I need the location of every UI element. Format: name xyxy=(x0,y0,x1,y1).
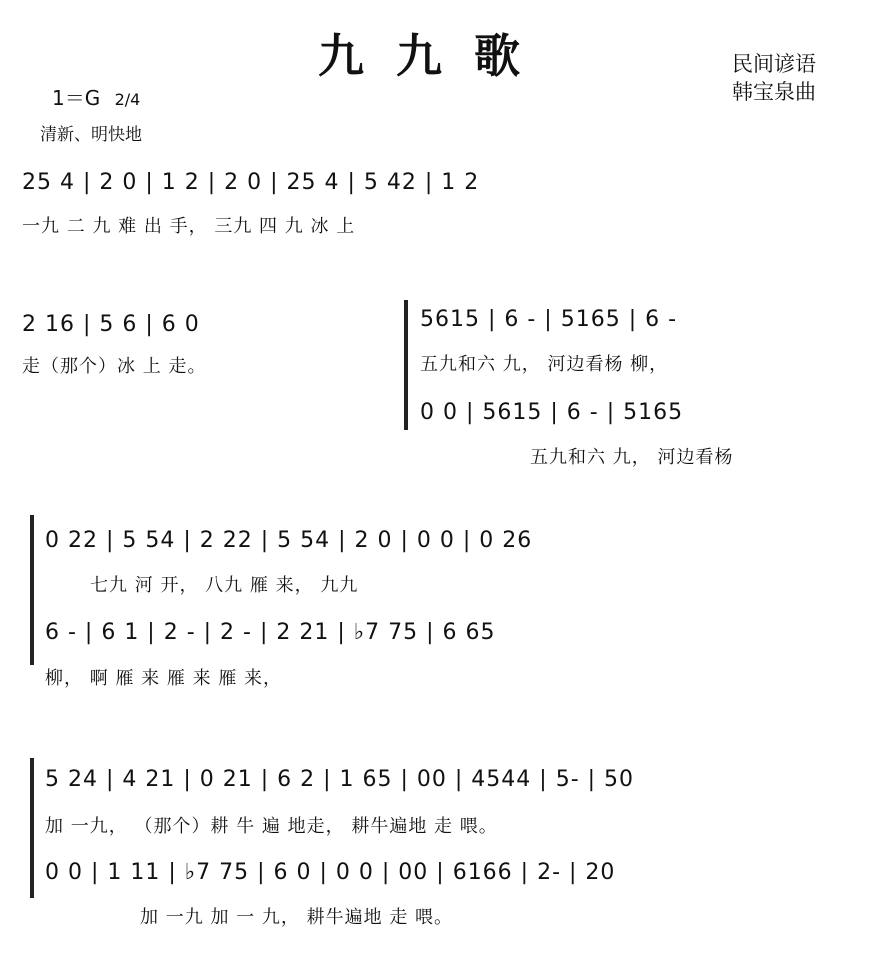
system-bracket xyxy=(404,300,408,430)
system-5-lower-lyrics: 加 一九 加 一 九， 耕牛遍地 走 喂。 xyxy=(140,907,454,928)
system-3-lower-notes: 0 0 | 5615 | 6 - | 5165 xyxy=(420,400,684,425)
key-text: 1＝G xyxy=(52,86,101,110)
time-signature: 2/4 xyxy=(114,90,141,109)
system-bracket xyxy=(30,515,34,665)
lyricist-credit: 民间谚语 xyxy=(732,52,816,76)
system-5-upper-notes: 5 24 | 4 21 | 0 21 | 6 2 | 1 65 | 00 | 4544 | 5- | 50 xyxy=(45,767,635,792)
system-1-notes: 25 4 | 2 0 | 1 2 | 2 0 | 25 4 | 5 42 | 1 2 xyxy=(22,170,480,195)
system-5-lower-notes: 0 0 | 1 11 | ♭7 75 | 6 0 | 0 0 | 00 | 6166 | 2- | 20 xyxy=(45,860,616,885)
key-signature xyxy=(52,82,140,111)
system-2-notes: 2 16 | 5 6 | 6 0 xyxy=(22,312,200,337)
system-3-upper-notes: 5615 | 6 - | 5165 | 6 - xyxy=(420,307,678,332)
system-4-lower-notes: 6 - | 6 1 | 2 - | 2 - | 2 21 | ♭7 75 | 6 65 xyxy=(45,620,496,645)
song-title: 九 九 歌 xyxy=(318,29,529,83)
system-bracket xyxy=(30,758,34,898)
system-5-upper-lyrics: 加 一九， （那个）耕 牛 遍 地走， 耕牛遍地 走 喂。 xyxy=(45,816,498,837)
system-4-upper-notes: 0 22 | 5 54 | 2 22 | 5 54 | 2 0 | 0 0 | 0 26 xyxy=(45,528,533,553)
composer-credit: 韩宝泉曲 xyxy=(732,80,816,104)
system-4-lower-lyrics: 柳， 啊 雁 来 雁 来 雁 来， xyxy=(45,668,283,689)
system-3-lower-lyrics: 五九和六 九， 河边看杨 xyxy=(530,447,734,468)
system-4-upper-lyrics: 七九 河 开， 八九 雁 来， 九九 xyxy=(90,575,359,596)
system-2-lyrics: 走（那个）冰 上 走。 xyxy=(22,356,207,377)
system-1-lyrics: 一九 二 九 难 出 手， 三九 四 九 冰 上 xyxy=(22,216,356,237)
system-3-upper-lyrics: 五九和六 九， 河边看杨 柳， xyxy=(420,354,669,375)
tempo-marking: 清新、明快地 xyxy=(40,125,142,145)
